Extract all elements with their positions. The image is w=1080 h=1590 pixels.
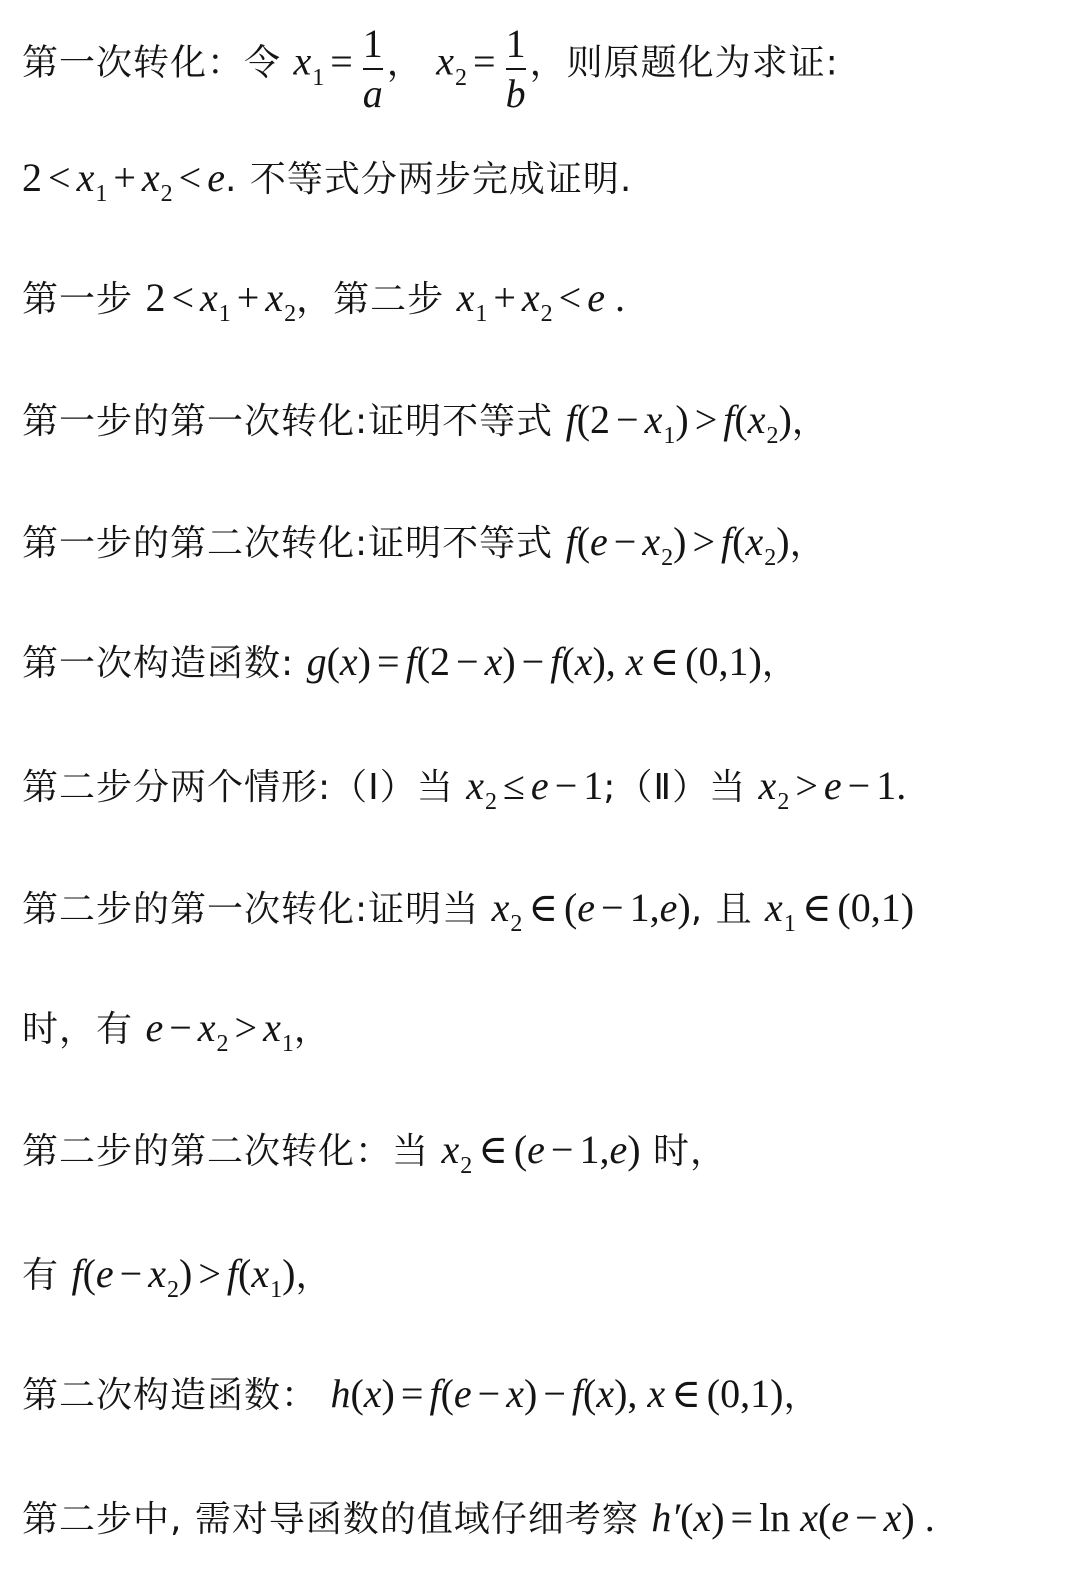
math-symbol: 2 bbox=[22, 155, 42, 200]
math-symbol: x bbox=[644, 397, 663, 442]
math-symbol: ( bbox=[513, 1127, 528, 1172]
text-line-8 bbox=[22, 878, 1060, 938]
math-symbol: ) bbox=[282, 1251, 296, 1296]
math-symbol: e bbox=[145, 1005, 164, 1050]
math-operator: < bbox=[48, 155, 71, 200]
math-operator: + bbox=[493, 275, 516, 320]
math-symbol: ( bbox=[82, 1251, 96, 1296]
chinese-text: ，第二步 bbox=[296, 279, 457, 320]
math-symbol: x bbox=[363, 1371, 382, 1416]
math-symbol: f bbox=[565, 397, 577, 442]
math-symbol: e bbox=[823, 763, 842, 808]
math-symbol: x bbox=[574, 639, 593, 684]
math-symbol: ), bbox=[614, 1371, 648, 1416]
math-symbol: ( bbox=[680, 1495, 694, 1540]
math-symbol: ( bbox=[326, 639, 340, 684]
math-subscript: 1 bbox=[663, 423, 676, 449]
math-symbol: 2 bbox=[145, 275, 166, 320]
math-symbol: ( bbox=[238, 1251, 252, 1296]
math-operator: > bbox=[692, 519, 716, 564]
math-symbol: ( bbox=[817, 1495, 832, 1540]
math-symbol: e bbox=[527, 1127, 545, 1172]
math-operator: + bbox=[113, 155, 136, 200]
math-subscript: 1 bbox=[270, 1277, 283, 1303]
text-line-3 bbox=[22, 268, 1060, 328]
math-symbol: x bbox=[765, 885, 783, 930]
fraction-denominator: b bbox=[505, 71, 526, 116]
math-symbol: 1, bbox=[629, 885, 660, 930]
fraction bbox=[362, 21, 383, 116]
math-operator: − bbox=[554, 763, 578, 808]
text-line-9 bbox=[22, 998, 1060, 1058]
math-symbol: ( bbox=[734, 397, 748, 442]
math-subscript: 2 bbox=[766, 423, 779, 449]
math-symbol: (2 bbox=[576, 397, 611, 442]
chinese-text: ，则原题化为求证: bbox=[529, 42, 839, 84]
math-subscript: 2 bbox=[510, 911, 523, 937]
math-operator: − bbox=[543, 1371, 566, 1416]
math-symbol: x bbox=[521, 275, 540, 320]
math-symbol: x bbox=[758, 763, 777, 808]
math-subscript: 2 bbox=[484, 789, 497, 815]
chinese-text: 第二步的第二次转化：当 bbox=[22, 1131, 442, 1172]
math-symbol: ) bbox=[677, 885, 691, 930]
text-line-4 bbox=[22, 390, 1060, 450]
math-symbol: (0,1) bbox=[706, 1371, 784, 1416]
chinese-text: . 不等式分两步完成证明. bbox=[224, 159, 633, 200]
math-symbol: x bbox=[293, 38, 312, 84]
chinese-text: ， bbox=[791, 401, 829, 442]
math-symbol: ln bbox=[759, 1495, 801, 1540]
math-symbol: ), bbox=[592, 639, 626, 684]
math-symbol: f bbox=[71, 1251, 83, 1296]
math-symbol: ) bbox=[627, 1127, 641, 1172]
math-symbol: x bbox=[642, 519, 661, 564]
math-operator: = bbox=[730, 1495, 754, 1540]
text-line-5 bbox=[22, 512, 1060, 572]
math-symbol: f bbox=[429, 1371, 441, 1416]
math-symbol: x bbox=[625, 639, 644, 684]
math-symbol: f bbox=[550, 639, 562, 684]
text-line-11 bbox=[22, 1244, 1060, 1304]
math-symbol: x bbox=[491, 885, 510, 930]
math-symbol: f bbox=[571, 1371, 583, 1416]
math-symbol: x bbox=[200, 275, 218, 320]
math-operator: − bbox=[550, 1127, 574, 1172]
math-symbol: e bbox=[587, 275, 605, 320]
math-operator: > bbox=[694, 397, 718, 442]
math-symbol: (2 bbox=[416, 639, 451, 684]
math-symbol: x bbox=[466, 763, 484, 808]
fraction-numerator: 1 bbox=[505, 21, 526, 66]
math-operator: ∈ bbox=[649, 639, 680, 684]
math-subscript: 2 bbox=[455, 64, 467, 91]
math-symbol: e bbox=[659, 885, 678, 930]
math-symbol: ( bbox=[732, 519, 746, 564]
text-line-6 bbox=[22, 632, 1060, 692]
math-operator: > bbox=[198, 1251, 221, 1296]
math-symbol: x bbox=[263, 1005, 281, 1050]
chinese-text: 第一步 bbox=[22, 279, 146, 320]
math-symbol: ) bbox=[711, 1495, 725, 1540]
math-symbol: x bbox=[251, 1251, 270, 1296]
math-symbol: f bbox=[405, 639, 417, 684]
math-operator: − bbox=[616, 397, 639, 442]
math-symbol: ) bbox=[381, 1371, 395, 1416]
math-symbol: e bbox=[453, 1371, 472, 1416]
math-symbol: (0,1) bbox=[685, 639, 762, 684]
text-line-10 bbox=[22, 1120, 1060, 1180]
math-subscript: 1 bbox=[475, 301, 488, 327]
math-symbol: x bbox=[197, 1005, 216, 1050]
math-symbol: x bbox=[76, 155, 95, 200]
math-subscript: 2 bbox=[460, 1153, 473, 1179]
math-subscript: 1 bbox=[783, 911, 796, 937]
chinese-text: 第二步分两个情形:（Ⅰ）当 bbox=[22, 767, 467, 808]
math-symbol: x bbox=[339, 639, 358, 684]
math-operator: = bbox=[330, 38, 353, 84]
math-operator: < bbox=[171, 275, 195, 320]
math-operator: − bbox=[119, 1251, 143, 1296]
chinese-text: , 且 bbox=[690, 889, 766, 930]
math-symbol: x bbox=[436, 38, 454, 84]
chinese-text: 时， bbox=[640, 1131, 728, 1172]
math-symbol: ( bbox=[576, 519, 591, 564]
math-operator: − bbox=[477, 1371, 501, 1416]
math-symbol: f bbox=[721, 519, 733, 564]
math-symbol: ) bbox=[778, 397, 792, 442]
math-symbol: ) bbox=[776, 519, 790, 564]
chinese-text: ， bbox=[293, 1009, 331, 1050]
chinese-text: ， bbox=[295, 1255, 333, 1296]
fraction-bar bbox=[363, 68, 383, 70]
math-operator: − bbox=[521, 639, 545, 684]
chinese-text: 第二次构造函数： bbox=[22, 1375, 331, 1416]
math-symbol: 1. bbox=[876, 763, 907, 808]
chinese-text: 第一次构造函数: bbox=[22, 643, 307, 684]
math-symbol: ( bbox=[563, 885, 578, 930]
chinese-text: 第一次转化：令 bbox=[22, 42, 294, 84]
fraction-numerator: 1 bbox=[362, 21, 383, 66]
math-subscript: 1 bbox=[312, 64, 325, 91]
math-operator: = bbox=[400, 1371, 424, 1416]
math-operator: > bbox=[234, 1005, 258, 1050]
math-subscript: 2 bbox=[160, 181, 173, 207]
math-symbol: ) bbox=[523, 1371, 538, 1416]
math-symbol: ( bbox=[583, 1371, 597, 1416]
math-operator: = bbox=[473, 38, 496, 84]
math-symbol: e bbox=[530, 763, 549, 808]
math-symbol: x bbox=[647, 1371, 666, 1416]
math-symbol: ( bbox=[350, 1371, 364, 1416]
math-symbol: x bbox=[596, 1371, 615, 1416]
math-symbol: e bbox=[95, 1251, 114, 1296]
math-symbol: 1, bbox=[579, 1127, 610, 1172]
math-symbol: x bbox=[693, 1495, 712, 1540]
math-operator: = bbox=[377, 639, 400, 684]
math-symbol: e bbox=[590, 519, 608, 564]
math-symbol: h bbox=[330, 1371, 351, 1416]
chinese-text: 时，有 bbox=[22, 1009, 146, 1050]
math-symbol: ) bbox=[675, 397, 689, 442]
math-operator: − bbox=[847, 763, 871, 808]
math-operator: − bbox=[613, 519, 637, 564]
text-line-12 bbox=[22, 1364, 1060, 1424]
fraction-bar bbox=[506, 68, 526, 70]
math-subscript: 2 bbox=[216, 1031, 229, 1057]
math-symbol: x bbox=[148, 1251, 166, 1296]
chinese-text: ;（Ⅱ）当 bbox=[603, 767, 759, 808]
math-subscript: 1 bbox=[281, 1031, 294, 1057]
math-subscript: 2 bbox=[777, 789, 790, 815]
fraction-denominator: a bbox=[362, 71, 383, 116]
math-symbol: g bbox=[306, 639, 327, 684]
math-subscript: 2 bbox=[661, 545, 674, 571]
math-symbol: ( bbox=[440, 1371, 454, 1416]
math-symbol: e bbox=[577, 885, 596, 930]
chinese-text: ， bbox=[761, 643, 799, 684]
math-symbol: x bbox=[441, 1127, 460, 1172]
math-subscript: 2 bbox=[540, 301, 553, 327]
chinese-text: 第一步的第二次转化:证明不等式 bbox=[22, 523, 566, 564]
math-operator: < bbox=[178, 155, 202, 200]
fraction bbox=[505, 21, 526, 116]
text-line-1 bbox=[22, 20, 1060, 116]
math-operator: ∈ bbox=[801, 885, 832, 930]
math-symbol: ) bbox=[357, 639, 371, 684]
math-subscript: 2 bbox=[764, 545, 777, 571]
math-operator: ≤ bbox=[502, 763, 525, 808]
math-symbol: x bbox=[484, 639, 503, 684]
math-operator: ∈ bbox=[528, 885, 558, 930]
math-symbol: x bbox=[883, 1495, 902, 1540]
math-operator: − bbox=[456, 639, 479, 684]
math-symbol: ) bbox=[901, 1495, 915, 1540]
math-symbol: ) bbox=[673, 519, 687, 564]
chinese-text: 第二步的第一次转化:证明当 bbox=[22, 889, 492, 930]
chinese-text: 有 bbox=[22, 1255, 72, 1296]
math-subscript: 1 bbox=[218, 301, 231, 327]
math-operator: ∈ bbox=[478, 1127, 508, 1172]
math-symbol: 1 bbox=[583, 763, 604, 808]
math-symbol: (0,1) bbox=[837, 885, 915, 930]
math-symbol: ) bbox=[502, 639, 516, 684]
math-operator: + bbox=[236, 275, 260, 320]
math-symbol: f bbox=[723, 397, 735, 442]
math-subscript: 2 bbox=[284, 301, 297, 327]
chinese-text: ， bbox=[789, 523, 827, 564]
math-symbol: x bbox=[141, 155, 160, 200]
math-symbol: . bbox=[914, 1495, 935, 1540]
math-symbol: x bbox=[747, 397, 766, 442]
math-symbol: x bbox=[456, 275, 475, 320]
chinese-text: 第二步中, 需对导函数的值域仔细考察 bbox=[22, 1499, 652, 1540]
math-symbol: h′ bbox=[651, 1495, 681, 1540]
math-symbol: e bbox=[207, 155, 225, 200]
text-line-2 bbox=[22, 148, 1060, 208]
math-symbol: f bbox=[565, 519, 577, 564]
chinese-text: ， bbox=[783, 1375, 821, 1416]
text-line-13 bbox=[22, 1488, 1060, 1548]
math-operator: > bbox=[795, 763, 818, 808]
math-subscript: 1 bbox=[95, 181, 108, 207]
math-symbol: x bbox=[506, 1371, 524, 1416]
math-operator: − bbox=[601, 885, 624, 930]
math-operator: − bbox=[855, 1495, 878, 1540]
math-symbol: ( bbox=[561, 639, 575, 684]
text-line-7 bbox=[22, 756, 1060, 816]
math-symbol: f bbox=[226, 1251, 239, 1296]
math-operator: < bbox=[558, 275, 582, 320]
math-symbol: ) bbox=[179, 1251, 193, 1296]
math-symbol: . bbox=[604, 275, 625, 320]
math-symbol: x bbox=[265, 275, 284, 320]
math-symbol: e bbox=[831, 1495, 850, 1540]
math-subscript: 2 bbox=[167, 1277, 179, 1303]
chinese-text: ， bbox=[386, 42, 437, 84]
math-operator: − bbox=[169, 1005, 192, 1050]
math-symbol: x bbox=[745, 519, 764, 564]
math-symbol: x bbox=[800, 1495, 818, 1540]
chinese-text: 第一步的第一次转化:证明不等式 bbox=[22, 401, 566, 442]
math-operator: ∈ bbox=[671, 1371, 701, 1416]
math-symbol: e bbox=[609, 1127, 628, 1172]
